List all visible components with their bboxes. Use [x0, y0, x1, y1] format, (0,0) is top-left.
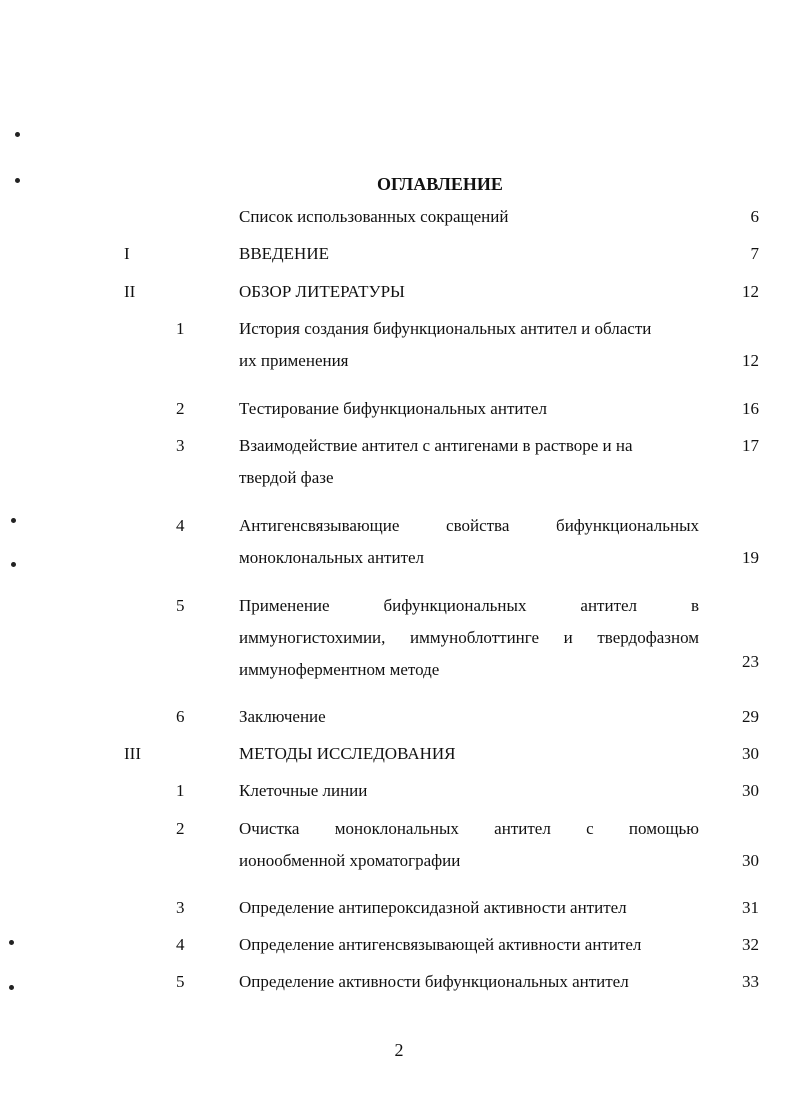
toc-chapter-numeral: II — [124, 282, 136, 301]
toc-entry-line: их применения — [239, 351, 349, 370]
footer-page-number: 2 — [394, 1040, 404, 1060]
toc-page-number: 30 — [742, 851, 759, 870]
toc-page-number: 31 — [742, 898, 759, 917]
toc-entry-line: Определение антигенсвязывающей активности антител — [239, 935, 642, 954]
toc-page-number: 17 — [742, 436, 759, 455]
toc-chapter-numeral: III — [124, 744, 141, 763]
toc-section-number: 5 — [176, 972, 185, 991]
toc-section-number: 3 — [176, 898, 185, 917]
toc-entry-line: иммуногистохимии, иммуноблоттинге и твердофазном — [239, 628, 699, 647]
toc-section-number: 4 — [176, 516, 185, 535]
toc-title: ОГЛАВЛЕНИЕ — [377, 174, 503, 194]
toc-page-number: 29 — [742, 707, 759, 726]
toc-entry-line: История создания бифункциональных антител и области — [239, 319, 652, 338]
scan-mark — [15, 132, 20, 137]
toc-page-number: 7 — [750, 244, 759, 263]
toc-section-number: 2 — [176, 399, 185, 418]
toc-entry-line: ВВЕДЕНИЕ — [239, 244, 329, 263]
toc-entry-line: твердой фазе — [239, 468, 334, 487]
toc-entry-line: Определение активности бифункциональных антител — [239, 972, 629, 991]
toc-entry-line: МЕТОДЫ ИССЛЕДОВАНИЯ — [239, 744, 456, 763]
toc-entry-title — [239, 313, 699, 377]
toc-page-number: 16 — [742, 399, 759, 418]
toc-entry-title — [239, 738, 699, 770]
toc-entry-line: Тестирование бифункциональных антител — [239, 399, 547, 418]
toc-page-number: 23 — [742, 652, 759, 671]
toc-entry-line: Определение антипероксидазной активности антител — [239, 898, 627, 917]
toc-section-number: 6 — [176, 707, 185, 726]
toc-page-number: 6 — [750, 207, 759, 226]
toc-section-number: 3 — [176, 436, 185, 455]
toc-entry-title — [239, 238, 699, 270]
toc-page-number: 12 — [742, 351, 759, 370]
toc-page-number: 30 — [742, 744, 759, 763]
toc-entry-title — [239, 813, 699, 877]
toc-entry-title — [239, 276, 699, 308]
toc-page-number: 19 — [742, 548, 759, 567]
toc-entry-title — [239, 590, 699, 686]
scan-mark — [9, 940, 14, 945]
toc-entry-title — [239, 201, 699, 233]
scan-mark — [11, 518, 16, 523]
toc-entry-title — [239, 929, 699, 961]
toc-section-number: 1 — [176, 319, 185, 338]
toc-entry-line: Антигенсвязывающие свойства бифункциональных — [239, 516, 699, 535]
toc-page-number: 12 — [742, 282, 759, 301]
toc-page-number: 32 — [742, 935, 759, 954]
toc-section-number: 2 — [176, 819, 185, 838]
toc-entry-title — [239, 701, 699, 733]
toc-chapter-numeral: I — [124, 244, 130, 263]
toc-entry-line: моноклональных антител — [239, 548, 425, 567]
toc-entry-title — [239, 775, 699, 807]
toc-entry-line: Очистка моноклональных антител с помощью — [239, 819, 699, 838]
toc-entry-title — [239, 510, 699, 574]
toc-entry-title — [239, 393, 699, 425]
toc-entry-title — [239, 892, 699, 924]
toc-entry-line: Заключение — [239, 707, 326, 726]
toc-entry-title — [239, 430, 699, 494]
toc-entry-title — [239, 966, 699, 998]
toc-section-number: 1 — [176, 781, 185, 800]
toc-entry-line: Список использованных сокращений — [239, 207, 509, 226]
toc-page-number: 33 — [742, 972, 759, 991]
toc-entry-line: Клеточные линии — [239, 781, 368, 800]
toc-page-number: 30 — [742, 781, 759, 800]
toc-entry-line: ОБЗОР ЛИТЕРАТУРЫ — [239, 282, 405, 301]
toc-entry-line: Применение бифункциональных антител в — [239, 596, 699, 615]
scan-mark — [9, 985, 14, 990]
toc-section-number: 5 — [176, 596, 185, 615]
toc-entry-line: ионообменной хроматографии — [239, 851, 461, 870]
scan-mark — [11, 562, 16, 567]
toc-entry-line: иммуноферментном методе — [239, 660, 440, 679]
toc-section-number: 4 — [176, 935, 185, 954]
toc-entry-line: Взаимодействие антител с антигенами в растворе и на — [239, 436, 633, 455]
scan-mark — [15, 178, 20, 183]
